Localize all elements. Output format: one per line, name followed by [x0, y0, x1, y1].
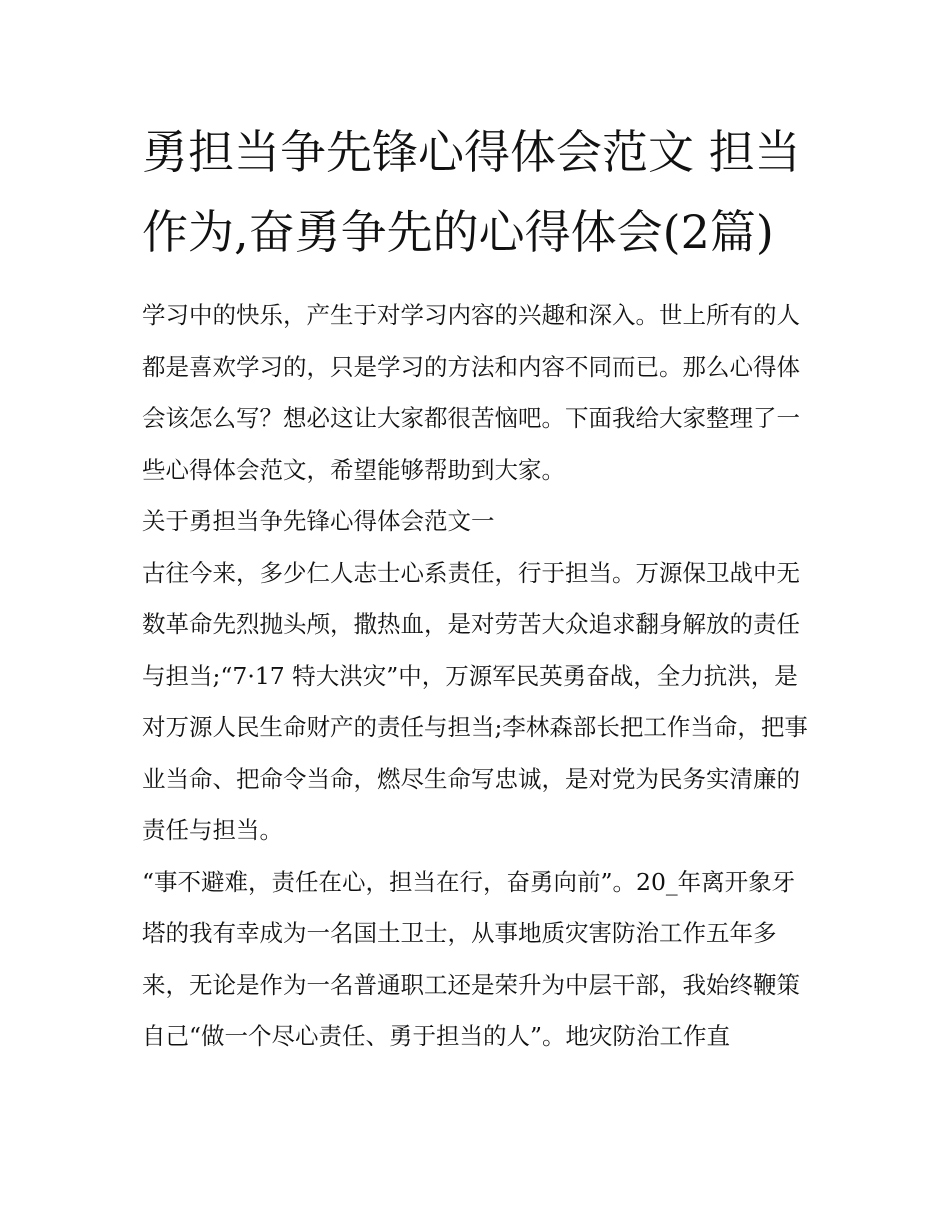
section-heading: 关于勇担当争先锋心得体会范文一	[142, 507, 495, 535]
body-paragraph: “事不避难，责任在心，担当在行，奋勇向前”。20_年离开象牙塔的我有幸成为一名国土卫士，从事地质灾害防治工作五年多来，无论是作为一名普通职工还是荣升为中层干部，我始终鞭策自己“做一个尽心责任、勇于担当的人”。地灾防治工作直	[142, 867, 800, 1050]
document-page	[142, 112, 814, 1063]
intro-paragraph: 学习中的快乐，产生于对学习内容的兴趣和深入。世上所有的人都是喜欢学习的，只是学习的方法和内容不同而已。那么心得体会该怎么写？想必这让大家都很苦恼吧。下面我给大家整理了一些心得体会范文，希望能够帮助到大家。	[142, 301, 800, 484]
body-paragraph: 古往今来，多少仁人志士心系责任，行于担当。万源保卫战中无数革命先烈抛头颅，撒热血，是对劳苦大众追求翻身解放的责任与担当;“7·17 特大洪灾”中，万源军民英勇奋战，全力抗洪，是对万源人民生命财产的责任与担当;李林森部长把工作当命，把事业当命、把命令当命，燃尽生命写忠诚，是对党为民务实清廉的责任与担当。	[142, 558, 808, 844]
document-body	[142, 290, 814, 1063]
document-title: 勇担当争先锋心得体会范文 担当作为,奋勇争先的心得体会(2篇)	[142, 125, 801, 259]
